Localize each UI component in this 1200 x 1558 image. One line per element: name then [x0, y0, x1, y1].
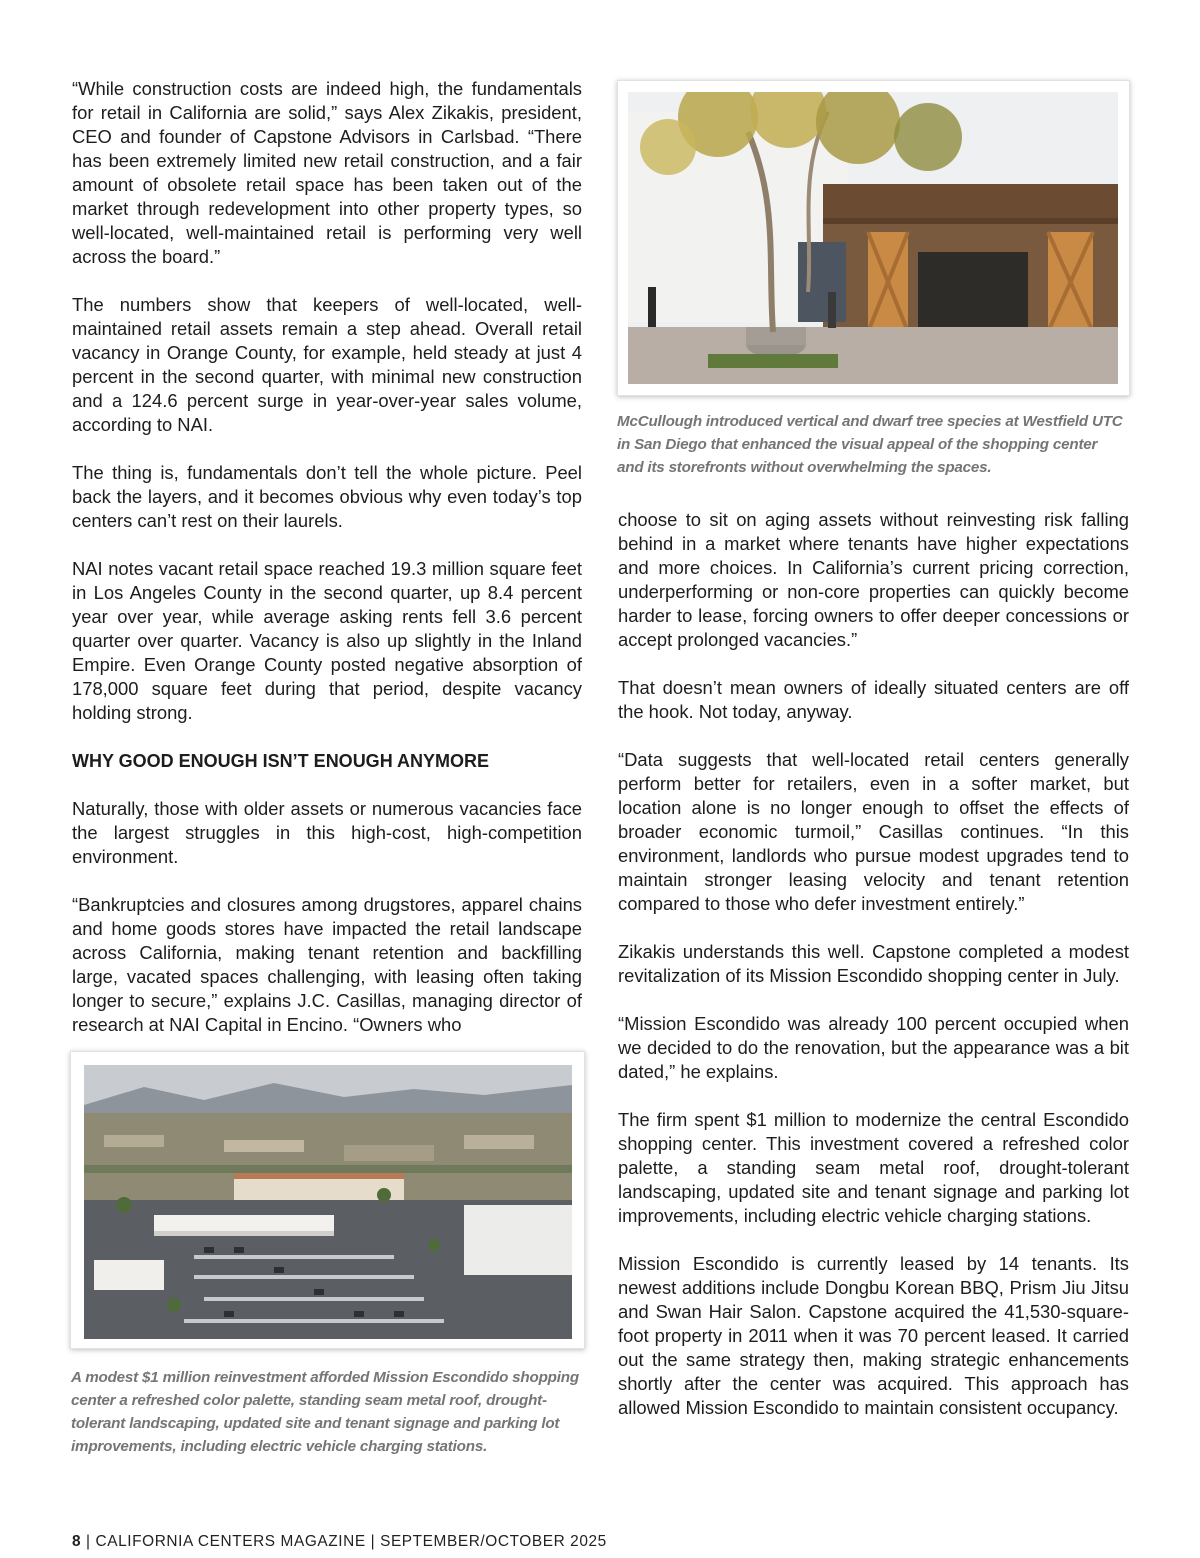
body-paragraph: “Bankruptcies and closures among drugstores, apparel chains and home goods stores have impacted the retail landscape across California, making tenant retention and backfilling large, vacated spaces challenging, with leasing often taking longer to secure,” explains J.C. Casillas, managing director of research at NAI Capital in Encino. “Owners who — [72, 894, 582, 1035]
storefront-photo — [628, 92, 1118, 384]
body-paragraph: choose to sit on aging assets without reinvesting risk falling behind in a market where tenants have higher expectations and more choices. In California’s current pricing correction, underperforming or non-core properties can quickly become harder to lease, forcing owners to offer deeper concessions or accept prolonged vacancies.” — [618, 509, 1129, 650]
issue-date: SEPTEMBER/OCTOBER 2025 — [380, 1533, 607, 1550]
storefront-photo-caption: McCullough introduced vertical and dwarf tree species at Westfield UTC in San Diego that enhanced the visual appeal of the shopping center and its storefronts without overwhelming the spaces. — [617, 413, 1123, 476]
publication-name: CALIFORNIA CENTERS MAGAZINE — [95, 1533, 366, 1550]
body-paragraph: NAI notes vacant retail space reached 19.3 million square feet in Los Angeles County in the second quarter, up 8.4 percent year over year, while average asking rents fell 3.6 percent quarter over quarter. Vacancy is also up slightly in the Inland Empire. Even Orange County posted negative absorption of 178,000 square feet during that period, despite vacancy holding strong. — [72, 558, 582, 723]
section-heading: WHY GOOD ENOUGH ISN’T ENOUGH ANYMORE — [72, 751, 490, 771]
body-paragraph: The thing is, fundamentals don’t tell the whole picture. Peel back the layers, and it becomes obvious why even today’s top centers can’t rest on their laurels. — [72, 462, 582, 531]
page-number: 8 — [72, 1533, 82, 1550]
aerial-photo-frame — [70, 1051, 585, 1349]
body-paragraph: Zikakis understands this well. Capstone completed a modest revitalization of its Mission Escondido shopping center in July. — [618, 941, 1129, 986]
body-paragraph: Naturally, those with older assets or numerous vacancies face the largest struggles in this high-cost, high-competition environment. — [72, 798, 582, 867]
page-footer — [72, 1533, 607, 1551]
body-paragraph: The numbers show that keepers of well-located, well-maintained retail assets remain a step ahead. Overall retail vacancy in Orange County, for example, held steady at just 4 percent in the second quarter, with minimal new construction and a 124.6 percent surge in year-over-year sales volume, according to NAI. — [72, 294, 582, 435]
body-paragraph: “While construction costs are indeed high, the fundamentals for retail in California are solid,” says Alex Zikakis, president, CEO and founder of Capstone Advisors in Carlsbad. “There has been extremely limited new retail construction, and a fair amount of obsolete retail space has been taken out of the market through redevelopment into other property types, so well-located, well-maintained retail is performing very well across the board.” — [72, 78, 582, 267]
left-column — [72, 77, 582, 1061]
right-column — [618, 508, 1129, 1444]
aerial-photo-caption: A modest $1 million reinvestment afforded Mission Escondido shopping center a refreshed color palette, standing seam metal roof, drought-tolerant landscaping, updated site and tenant signage and parking lot improvements, including electric vehicle charging stations. — [71, 1369, 579, 1455]
footer-separator: | — [365, 1533, 381, 1550]
footer-separator: | — [81, 1533, 96, 1550]
body-paragraph: “Data suggests that well-located retail centers generally perform better for retailers, even in a softer market, but location alone is no longer enough to offset the effects of broader economic turmoil,” Casillas continues. “In this environment, landlords who pursue modest upgrades tend to maintain stronger leasing velocity and tenant retention compared to those who defer investment entirely.” — [618, 749, 1129, 914]
aerial-photo — [84, 1065, 572, 1339]
body-paragraph: That doesn’t mean owners of ideally situated centers are off the hook. Not today, anyway. — [618, 677, 1129, 722]
body-paragraph: “Mission Escondido was already 100 percent occupied when we decided to do the renovation, but the appearance was a bit dated,” he explains. — [618, 1013, 1129, 1082]
body-paragraph: The firm spent $1 million to modernize the central Escondido shopping center. This investment covered a refreshed color palette, a standing seam metal roof, drought-tolerant landscaping, updated site and tenant signage and parking lot improvements, including electric vehicle charging stations. — [618, 1109, 1129, 1226]
body-paragraph: Mission Escondido is currently leased by 14 tenants. Its newest additions include Dongbu Korean BBQ, Prism Jiu Jitsu and Swan Hair Salon. Capstone acquired the 41,530-square-foot property in 2011 when it was 70 percent leased. It carried out the same strategy then, making strategic enhancements shortly after the center was acquired. This approach has allowed Mission Escondido to maintain consistent occupancy. — [618, 1253, 1129, 1418]
storefront-photo-frame — [617, 80, 1130, 396]
